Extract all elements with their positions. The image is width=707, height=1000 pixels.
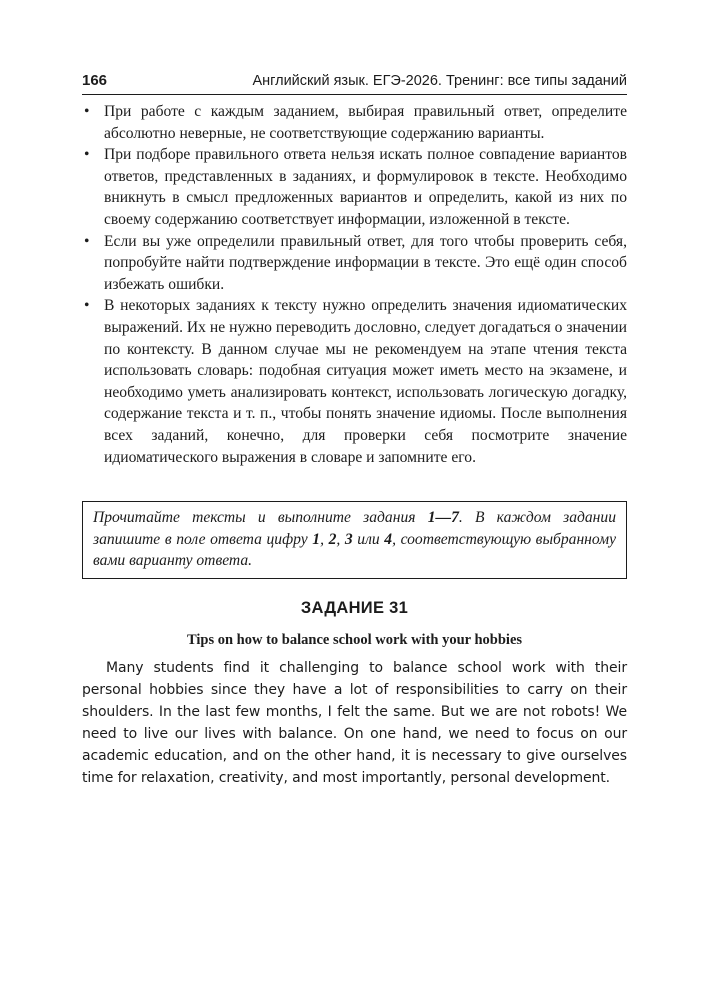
- list-item-text: В некоторых заданиях к тексту нужно определить значения идиоматических выражений. Их не нужно переводить дословно, следует догадаться о значении по контексту. В данном случае мы не рекомендуем на этапе чтения текста использовать словарь: подобная ситуация может иметь место на экзамене, и необходимо уметь анализировать контекст, использовать логическую догадку, содержание текста и т. п., чтобы понять значение идиомы. После выполнения всех заданий, конечно, для проверки себя посмотрите значение идиоматического выражения в словаре и запомните его.: [104, 297, 627, 466]
- page-number: 166: [82, 72, 108, 89]
- instruction-text: , соответствующую выбранному вами варианту ответа.: [93, 530, 616, 570]
- list-item-text: При подборе правильного ответа нельзя искать полное совпадение вариантов ответов, представленных в заданиях, и формулировок в тексте. Необходимо вникнуть в смысл предложенных вариантов и определить, какой из них по своему содержанию соответствует информации, изложенной в тексте.: [104, 146, 627, 228]
- body-paragraph: Many students find it challenging to balance school work with their personal hobbies since they have a lot of responsibilities to carry on their shoulders. In the last few months, I felt the same. But we are not robots! We need to live our lives with balance. On one hand, we need to focus on our academic education, and on the other hand, it is necessary to give ourselves time for relaxation, creativity, and most importantly, personal development.: [82, 659, 627, 786]
- running-header: [82, 72, 627, 95]
- task-title: ЗАДАНИЕ 31: [300, 598, 409, 617]
- answer-digit: 1: [312, 530, 321, 548]
- list-item: [82, 231, 627, 296]
- bullet-icon: •: [84, 232, 90, 250]
- instruction-box: [82, 501, 627, 579]
- separator: ,: [336, 530, 345, 548]
- running-title: Английский язык. ЕГЭ-2026. Тренинг: все типы заданий: [252, 73, 627, 89]
- list-item: [82, 101, 627, 144]
- text-title: Tips on how to balance school work with your hobbies: [186, 631, 523, 648]
- list-item-text: Если вы уже определили правильный ответ, для того чтобы проверить себя, попробуйте найти подтверждение информации в тексте. Это ещё один способ избежать ошибки.: [104, 232, 627, 293]
- bullet-icon: •: [84, 146, 90, 164]
- list-item: [82, 295, 627, 468]
- tips-list: [82, 101, 627, 468]
- answer-digit: 3: [344, 530, 353, 548]
- answer-digit: 4: [384, 530, 393, 548]
- separator: ,: [320, 530, 329, 548]
- book-page: [82, 72, 627, 803]
- list-item: [82, 144, 627, 230]
- task-range: 1—7: [427, 509, 459, 527]
- instruction-text: или: [352, 530, 385, 548]
- instruction-text: . В каждом задании запишите в поле ответа цифру: [93, 509, 617, 548]
- answer-digit: 2: [328, 530, 337, 548]
- bullet-icon: •: [84, 297, 90, 315]
- list-item-text: При работе с каждым заданием, выбирая правильный ответ, определите абсолютно неверные, не соответствующие содержанию варианты.: [104, 103, 627, 142]
- instruction-text: Прочитайте тексты и выполните задания: [93, 509, 428, 527]
- bullet-icon: •: [84, 103, 90, 120]
